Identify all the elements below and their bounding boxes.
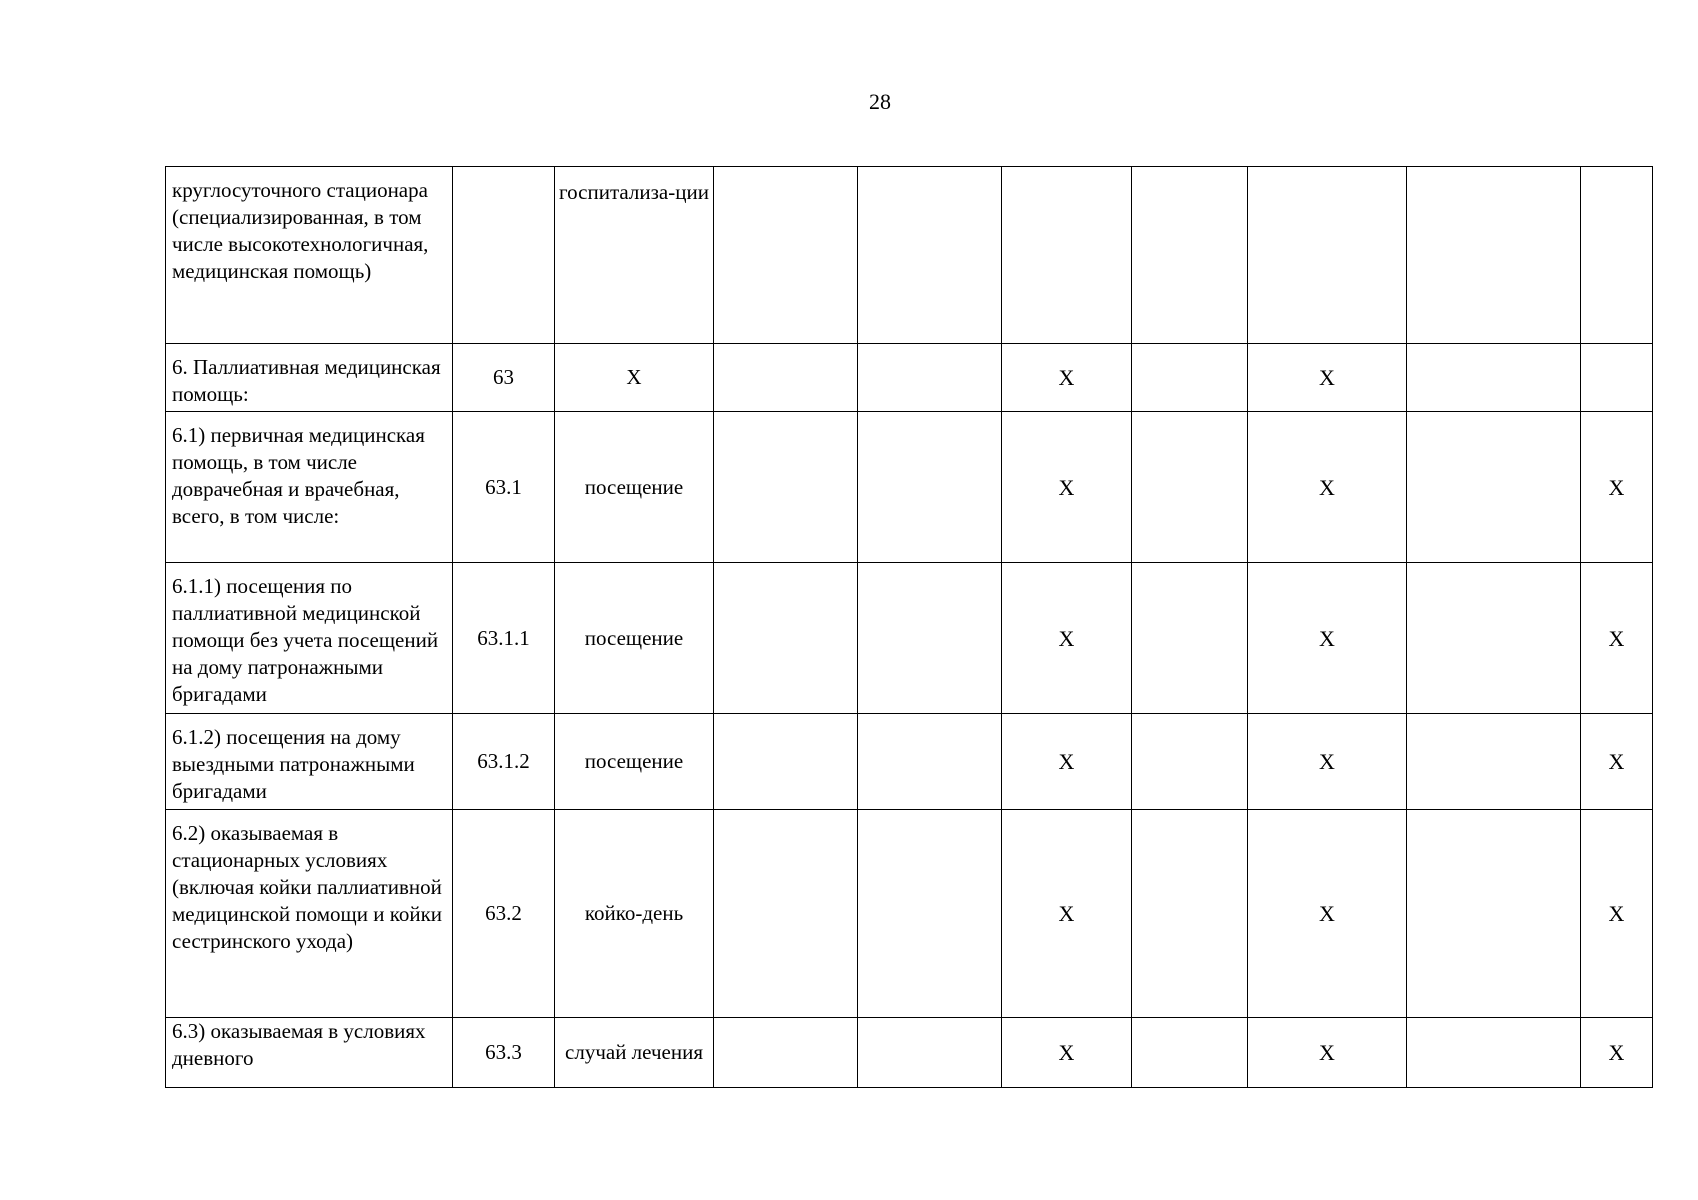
value-cell — [1248, 167, 1407, 344]
value-cell — [714, 714, 858, 810]
value-cell: X — [1002, 1018, 1132, 1088]
page-number: 28 — [869, 89, 891, 114]
value-cell — [1132, 167, 1248, 344]
row-code: 63 — [453, 344, 555, 412]
value-cell: X — [1581, 810, 1653, 1018]
value-cell — [1132, 714, 1248, 810]
row-unit: X — [555, 344, 714, 412]
value-cell — [858, 344, 1002, 412]
value-cell: X — [1248, 714, 1407, 810]
value-cell: X — [1002, 563, 1132, 714]
value-cell — [1407, 563, 1581, 714]
row-description: 6.1.1) посещения по паллиативной медицинской помощи без учета посещений на дому патронажными бригадами — [166, 563, 453, 714]
value-cell — [1407, 714, 1581, 810]
row-unit: случай лечения — [555, 1018, 714, 1088]
table-row — [166, 563, 1653, 714]
value-cell — [1407, 810, 1581, 1018]
row-code: 63.2 — [453, 810, 555, 1018]
value-cell — [1132, 1018, 1248, 1088]
value-cell: X — [1002, 714, 1132, 810]
value-cell: X — [1581, 1018, 1653, 1088]
row-code: 63.3 — [453, 1018, 555, 1088]
row-description: круглосуточного стационара (специализированная, в том числе высокотехнологичная, медицинская помощь) — [166, 167, 453, 344]
value-cell — [858, 1018, 1002, 1088]
row-description: 6.3) оказываемая в условиях дневного — [166, 1018, 453, 1088]
value-cell — [1407, 167, 1581, 344]
value-cell — [1581, 344, 1653, 412]
table-row — [166, 344, 1653, 412]
table-row — [166, 412, 1653, 563]
value-cell — [1002, 167, 1132, 344]
value-cell — [858, 412, 1002, 563]
value-cell — [714, 412, 858, 563]
value-cell — [714, 344, 858, 412]
value-cell: X — [1002, 810, 1132, 1018]
value-cell: X — [1248, 344, 1407, 412]
row-unit: посещение — [555, 412, 714, 563]
value-cell: X — [1248, 1018, 1407, 1088]
row-description: 6.1) первичная медицинская помощь, в том числе доврачебная и врачебная, всего, в том числе: — [166, 412, 453, 563]
table-row — [166, 810, 1653, 1018]
value-cell — [1132, 810, 1248, 1018]
value-cell — [1407, 1018, 1581, 1088]
value-cell — [858, 714, 1002, 810]
value-cell — [714, 810, 858, 1018]
value-cell — [714, 167, 858, 344]
row-description: 6.1.2) посещения на дому выездными патронажными бригадами — [166, 714, 453, 810]
row-code: 63.1 — [453, 412, 555, 563]
value-cell — [714, 1018, 858, 1088]
table-row — [166, 714, 1653, 810]
data-table — [165, 166, 1653, 1088]
value-cell: X — [1581, 412, 1653, 563]
value-cell — [1132, 344, 1248, 412]
row-description: 6.2) оказываемая в стационарных условиях (включая койки паллиативной медицинской помощи и койки сестринского ухода) — [166, 810, 453, 1018]
value-cell — [858, 563, 1002, 714]
value-cell: X — [1581, 563, 1653, 714]
table-row — [166, 167, 1653, 344]
value-cell — [1407, 344, 1581, 412]
value-cell: X — [1581, 714, 1653, 810]
table-body — [166, 167, 1653, 1088]
value-cell: X — [1248, 563, 1407, 714]
value-cell — [1132, 563, 1248, 714]
row-code: 63.1.1 — [453, 563, 555, 714]
value-cell: X — [1248, 412, 1407, 563]
value-cell — [714, 563, 858, 714]
row-description: 6. Паллиативная медицинская помощь: — [166, 344, 453, 412]
value-cell — [858, 810, 1002, 1018]
value-cell — [1581, 167, 1653, 344]
value-cell: X — [1248, 810, 1407, 1018]
value-cell: X — [1002, 412, 1132, 563]
table-row — [166, 1018, 1653, 1088]
row-unit: госпитализа-ции — [555, 167, 714, 344]
row-code: 63.1.2 — [453, 714, 555, 810]
row-unit: койко-день — [555, 810, 714, 1018]
row-code — [453, 167, 555, 344]
row-unit: посещение — [555, 563, 714, 714]
value-cell: X — [1002, 344, 1132, 412]
value-cell — [1132, 412, 1248, 563]
row-unit: посещение — [555, 714, 714, 810]
value-cell — [1407, 412, 1581, 563]
value-cell — [858, 167, 1002, 344]
